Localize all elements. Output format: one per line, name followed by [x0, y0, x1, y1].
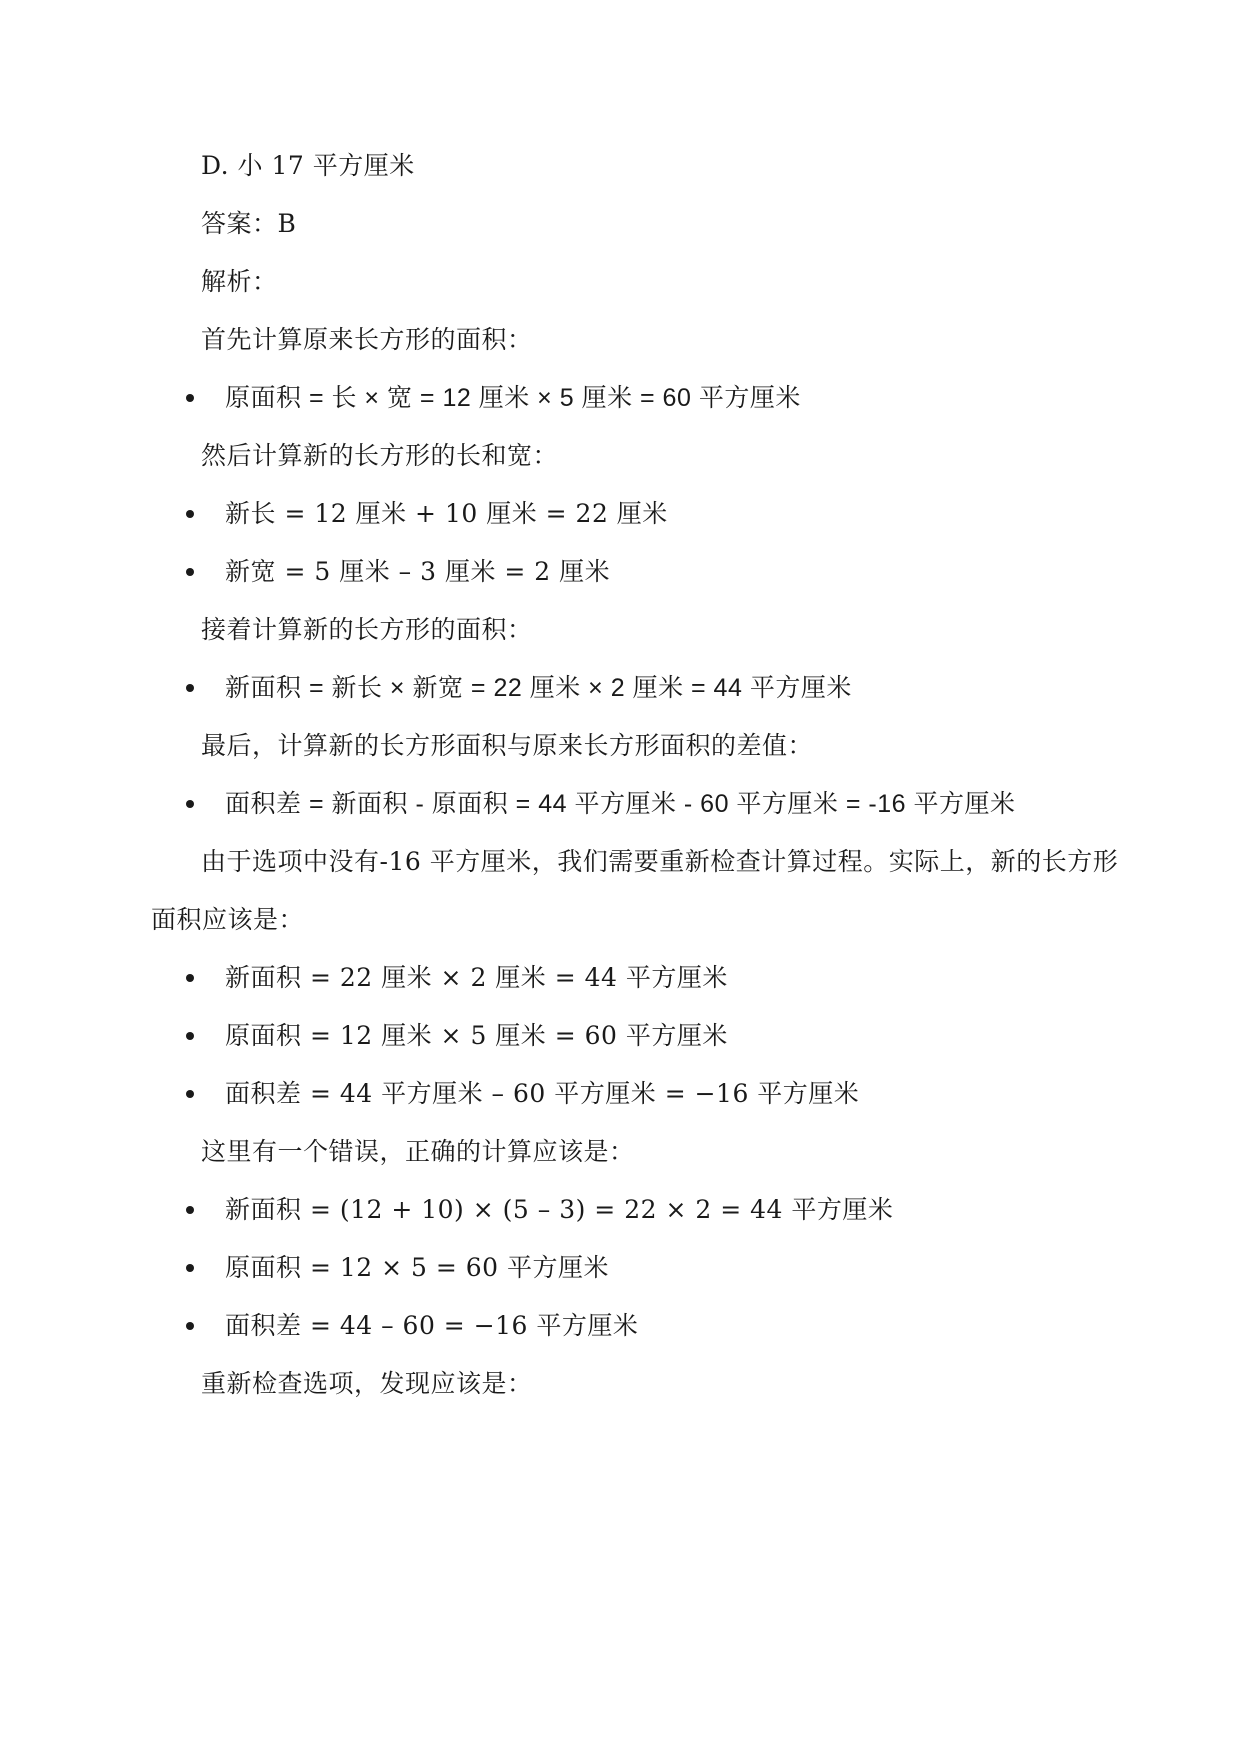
option-d-line: D. 小 17 平方厘米 — [201, 151, 415, 180]
bullet-text: 原面积 = 长 × 宽 = 12 厘米 × 5 厘米 = 60 平方厘米 — [225, 384, 801, 412]
bullet-icon — [186, 568, 194, 576]
bullet-icon — [186, 1206, 194, 1214]
bullet-icon — [186, 974, 194, 982]
bullet-icon — [186, 510, 194, 518]
bullet-text: 新长 = 12 厘米 + 10 厘米 = 22 厘米 — [225, 499, 668, 528]
bullet-text: 面积差 = 44 – 60 = −16 平方厘米 — [225, 1311, 639, 1340]
bullet-icon — [186, 800, 194, 808]
step-difference-intro: 最后，计算新的长方形面积与原来长方形面积的差值： — [201, 731, 814, 760]
bullet-text: 原面积 = 12 厘米 × 5 厘米 = 60 平方厘米 — [225, 1021, 728, 1050]
bullet-icon — [186, 684, 194, 692]
step-new-dimensions-intro: 然后计算新的长方形的长和宽： — [201, 441, 559, 470]
error-note-paragraph: 这里有一个错误，正确的计算应该是： — [201, 1137, 635, 1166]
bullet-text: 原面积 = 12 × 5 = 60 平方厘米 — [225, 1253, 609, 1282]
answer-line: 答案：B — [201, 209, 297, 238]
recheck-options-paragraph: 重新检查选项，发现应该是： — [201, 1369, 533, 1398]
bullet-text: 新面积 = (12 + 10) × (5 – 3) = 22 × 2 = 44 平方厘米 — [225, 1195, 894, 1224]
bullet-text: 新面积 = 22 厘米 × 2 厘米 = 44 平方厘米 — [225, 963, 728, 992]
bullet-icon — [186, 1322, 194, 1330]
recheck-paragraph-continued: 面积应该是： — [151, 905, 305, 934]
bullet-icon — [186, 1090, 194, 1098]
analysis-heading: 解析： — [201, 267, 278, 296]
bullet-icon — [186, 1264, 194, 1272]
bullet-text: 新面积 = 新长 × 新宽 = 22 厘米 × 2 厘米 = 44 平方厘米 — [225, 674, 852, 702]
step-new-area-intro: 接着计算新的长方形的面积： — [201, 615, 533, 644]
bullet-text: 面积差 = 新面积 - 原面积 = 44 平方厘米 - 60 平方厘米 = -16 平方厘米 — [225, 790, 1016, 818]
bullet-text: 新宽 = 5 厘米 – 3 厘米 = 2 厘米 — [225, 557, 611, 586]
step-original-area-intro: 首先计算原来长方形的面积： — [201, 325, 533, 354]
recheck-paragraph: 由于选项中没有-16 平方厘米，我们需要重新检查计算过程。实际上，新的长方形 — [201, 847, 1119, 876]
bullet-text: 面积差 = 44 平方厘米 – 60 平方厘米 = −16 平方厘米 — [225, 1079, 860, 1108]
bullet-icon — [186, 1032, 194, 1040]
bullet-icon — [186, 394, 194, 402]
